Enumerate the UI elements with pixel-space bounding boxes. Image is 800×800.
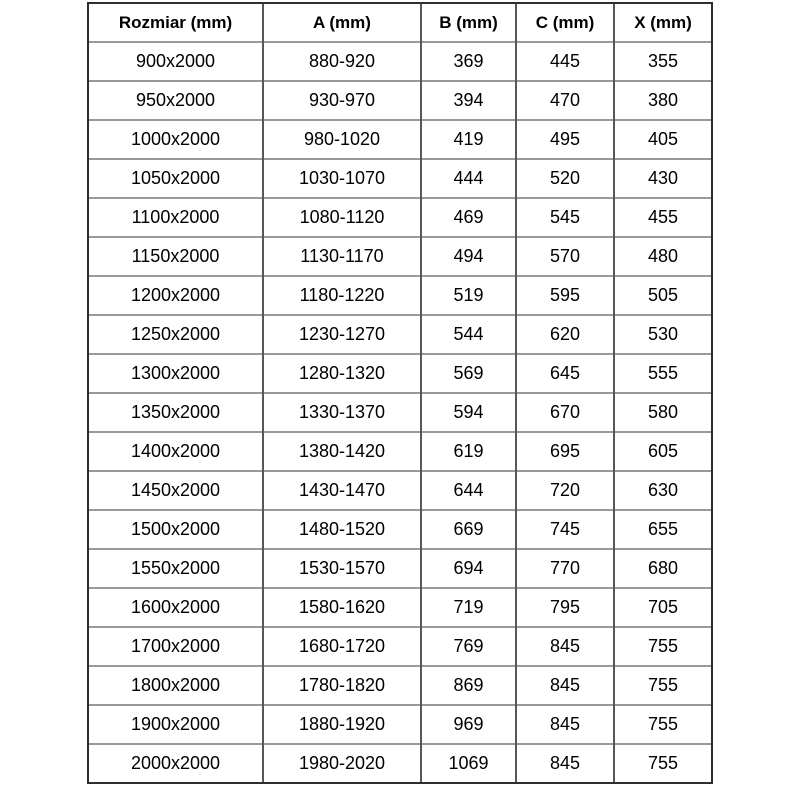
table-cell: 1100x2000 [89, 198, 263, 237]
table-cell: 494 [421, 237, 516, 276]
header-row [89, 4, 711, 42]
table-cell: 1280-1320 [263, 354, 421, 393]
table-row [89, 276, 711, 315]
column-header: X (mm) [614, 4, 711, 42]
table-cell: 545 [516, 198, 614, 237]
table-cell: 845 [516, 627, 614, 666]
table-cell: 745 [516, 510, 614, 549]
table-cell: 570 [516, 237, 614, 276]
table-cell: 519 [421, 276, 516, 315]
table-cell: 645 [516, 354, 614, 393]
table-cell: 1980-2020 [263, 744, 421, 782]
table-cell: 705 [614, 588, 711, 627]
table-cell: 1780-1820 [263, 666, 421, 705]
table-cell: 544 [421, 315, 516, 354]
table-cell: 1430-1470 [263, 471, 421, 510]
table-cell: 495 [516, 120, 614, 159]
table-row [89, 666, 711, 705]
table-cell: 630 [614, 471, 711, 510]
table-cell: 720 [516, 471, 614, 510]
table-cell: 595 [516, 276, 614, 315]
table-cell: 980-1020 [263, 120, 421, 159]
table-cell: 419 [421, 120, 516, 159]
table-cell: 795 [516, 588, 614, 627]
table-row [89, 42, 711, 81]
table-cell: 1350x2000 [89, 393, 263, 432]
table-cell: 455 [614, 198, 711, 237]
table-cell: 1900x2000 [89, 705, 263, 744]
table-cell: 1450x2000 [89, 471, 263, 510]
table-row [89, 432, 711, 471]
table-row [89, 471, 711, 510]
table-cell: 1380-1420 [263, 432, 421, 471]
table-cell: 755 [614, 627, 711, 666]
table-row [89, 159, 711, 198]
table-cell: 755 [614, 666, 711, 705]
table-cell: 1480-1520 [263, 510, 421, 549]
table-cell: 1550x2000 [89, 549, 263, 588]
table-cell: 405 [614, 120, 711, 159]
table-cell: 680 [614, 549, 711, 588]
column-header: B (mm) [421, 4, 516, 42]
table-cell: 900x2000 [89, 42, 263, 81]
table-row [89, 627, 711, 666]
table-cell: 445 [516, 42, 614, 81]
table-cell: 619 [421, 432, 516, 471]
table-cell: 869 [421, 666, 516, 705]
table-cell: 755 [614, 705, 711, 744]
table-cell: 520 [516, 159, 614, 198]
table-cell: 845 [516, 666, 614, 705]
table-cell: 1050x2000 [89, 159, 263, 198]
table-row [89, 588, 711, 627]
table-cell: 505 [614, 276, 711, 315]
table-cell: 569 [421, 354, 516, 393]
table-cell: 1600x2000 [89, 588, 263, 627]
table-cell: 1150x2000 [89, 237, 263, 276]
table-row [89, 705, 711, 744]
dimensions-table-wrap [87, 2, 713, 784]
size-table [89, 4, 711, 782]
table-cell: 470 [516, 81, 614, 120]
table-cell: 1700x2000 [89, 627, 263, 666]
table-cell: 430 [614, 159, 711, 198]
table-cell: 644 [421, 471, 516, 510]
table-cell: 394 [421, 81, 516, 120]
table-cell: 620 [516, 315, 614, 354]
table-cell: 1180-1220 [263, 276, 421, 315]
column-header: C (mm) [516, 4, 614, 42]
table-cell: 444 [421, 159, 516, 198]
table-cell: 969 [421, 705, 516, 744]
table-cell: 1130-1170 [263, 237, 421, 276]
table-cell: 480 [614, 237, 711, 276]
table-cell: 530 [614, 315, 711, 354]
table-row [89, 510, 711, 549]
table-cell: 1500x2000 [89, 510, 263, 549]
table-cell: 1300x2000 [89, 354, 263, 393]
table-cell: 355 [614, 42, 711, 81]
table-cell: 1680-1720 [263, 627, 421, 666]
table-row [89, 744, 711, 782]
table-cell: 1880-1920 [263, 705, 421, 744]
table-cell: 1800x2000 [89, 666, 263, 705]
table-row [89, 198, 711, 237]
table-row [89, 549, 711, 588]
table-cell: 845 [516, 705, 614, 744]
column-header: A (mm) [263, 4, 421, 42]
table-cell: 1069 [421, 744, 516, 782]
table-cell: 755 [614, 744, 711, 782]
table-row [89, 237, 711, 276]
size-table-body [89, 42, 711, 782]
table-cell: 669 [421, 510, 516, 549]
table-row [89, 393, 711, 432]
table-cell: 1400x2000 [89, 432, 263, 471]
table-cell: 605 [614, 432, 711, 471]
table-cell: 1030-1070 [263, 159, 421, 198]
table-cell: 1230-1270 [263, 315, 421, 354]
table-cell: 469 [421, 198, 516, 237]
table-cell: 719 [421, 588, 516, 627]
table-cell: 694 [421, 549, 516, 588]
table-cell: 695 [516, 432, 614, 471]
table-cell: 1250x2000 [89, 315, 263, 354]
table-row [89, 81, 711, 120]
table-cell: 2000x2000 [89, 744, 263, 782]
table-cell: 1200x2000 [89, 276, 263, 315]
table-cell: 655 [614, 510, 711, 549]
size-table-header [89, 4, 711, 42]
table-row [89, 354, 711, 393]
table-cell: 880-920 [263, 42, 421, 81]
table-row [89, 315, 711, 354]
column-header: Rozmiar (mm) [118, 12, 233, 32]
table-cell: 369 [421, 42, 516, 81]
table-cell: 380 [614, 81, 711, 120]
table-cell: 770 [516, 549, 614, 588]
table-cell: 1580-1620 [263, 588, 421, 627]
table-cell: 930-970 [263, 81, 421, 120]
table-cell: 950x2000 [89, 81, 263, 120]
table-cell: 1330-1370 [263, 393, 421, 432]
table-cell: 580 [614, 393, 711, 432]
table-cell: 555 [614, 354, 711, 393]
table-cell: 670 [516, 393, 614, 432]
table-cell: 769 [421, 627, 516, 666]
table-cell: 845 [516, 744, 614, 782]
table-cell: 1080-1120 [263, 198, 421, 237]
table-cell: 594 [421, 393, 516, 432]
table-row [89, 120, 711, 159]
table-cell: 1530-1570 [263, 549, 421, 588]
table-cell: 1000x2000 [89, 120, 263, 159]
